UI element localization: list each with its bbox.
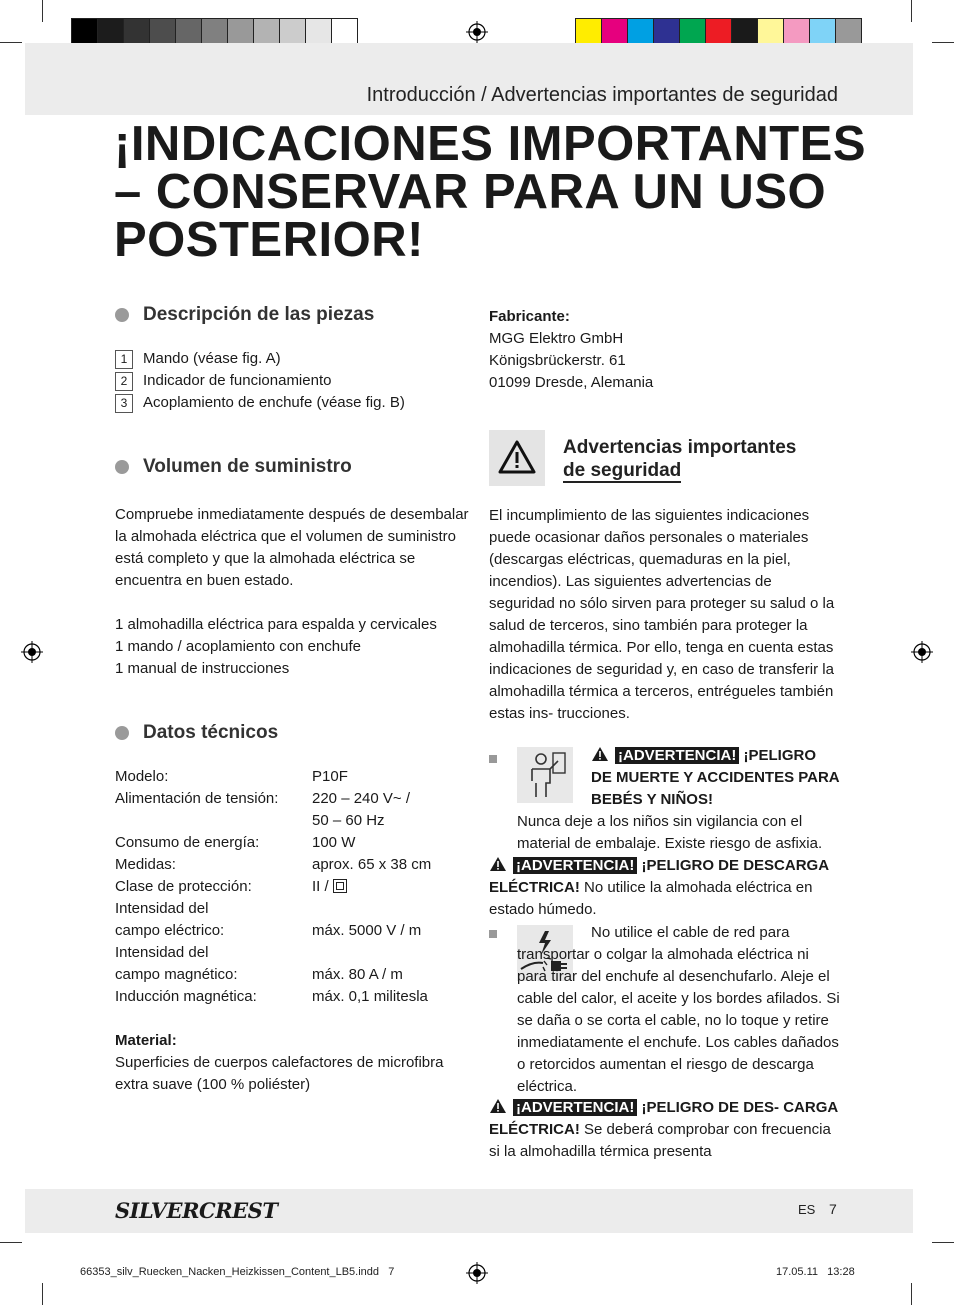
warning-2: ¡ADVERTENCIA! ¡PELIGRO DE DESCARGA ELÉCTRICA! No utilice la almohada eléctrica en estado húmedo. [489,857,829,918]
tech-table [115,766,470,1008]
address-line: 01099 Dresde, Alemania [489,374,654,391]
color-swatch [653,18,680,46]
section-heading: Descripción de las piezas [115,304,470,326]
bullet-dot-icon [115,460,129,474]
warning-1-text: Nunca deje a los niños sin vigilancia con el material de embalaje. Existe riesgo de asfixia. [517,813,823,852]
address-line: Königsbrückerstr. 61 [489,352,626,369]
color-swatch [227,18,254,46]
print-date: 17.05.11 13:28 [776,1266,855,1278]
color-swatch [279,18,306,46]
crop-mark [42,1283,43,1305]
table-row: Consumo de energía: 100 W [115,834,356,851]
table-row: campo magnético: máx. 80 A / m [115,966,403,983]
crop-mark [911,1283,912,1305]
warning-3-text: No utilice el cable de red para transportar o colgar la almohada eléctrica ni para tirar del enchufe al desenchufarlo. Aleje el cable del calor, el aceite y los bordes afilados. Si se daña o se corta el cable, no lo toque y retire inmediatamente el enchufe. Los cables dañados o retorcidos aumentan el riesgo de descarga eléctrica. [517,924,840,1095]
file-info: 66353_silv_Ruecken_Nacken_Heizkissen_Content_LB5.indd 7 [80,1266,395,1278]
warning-4: ¡ADVERTENCIA! ¡PELIGRO DE DES- CARGA ELÉCTRICA! Se deberá comprobar con frecuencia si la almohadilla térmica presenta [489,1099,838,1160]
color-swatch [253,18,280,46]
registration-mark-icon [466,21,488,43]
color-swatch [679,18,706,46]
cmyk-color-bar [576,18,862,46]
color-swatch [731,18,758,46]
crop-mark [932,42,954,43]
left-column [115,304,470,1096]
table-row: Intensidad del [115,944,209,961]
registration-mark-icon [466,1262,488,1284]
list-item: 1 manual de instrucciones [115,660,290,677]
crop-mark [911,0,912,22]
section-heading: Datos técnicos [115,722,470,744]
list-item: 2 Indicador de funcionamiento [115,370,470,392]
section-heading: Volumen de suministro [115,456,470,478]
material-heading: Material: [115,1032,177,1049]
paragraph: El incumplimiento de las siguientes indicaciones puede ocasionar daños personales o materiales (descargas eléctricas, quemaduras en la piel, incendios). Las siguientes advertencias de seguridad no sólo sirven para proteger su salud o la salud de terceros, sino también para proteger la almohadilla térmica. Por ello, tenga en cuenta estas indicaciones de seguridad y, en caso de transferir la almohadilla térmica a terceros, entrégueles también estas ins- trucciones. [489,507,835,722]
page-number: 7 [829,1201,837,1217]
color-swatch [627,18,654,46]
table-row: Inducción magnética: máx. 0,1 militesla [115,988,428,1005]
table-row: Medidas: aprox. 65 x 38 cm [115,856,432,873]
list-item: 1 almohadilla eléctrica para espalda y cervicales [115,616,437,633]
gray-color-bar [72,18,358,46]
double-insulation-icon [333,879,347,893]
crop-mark [0,42,22,43]
color-swatch [97,18,124,46]
table-row: Intensidad del [115,900,209,917]
bullet-dot-icon [115,726,129,740]
warning-triangle-icon [489,430,545,486]
warning-icon-box [489,430,545,486]
manufacturer-heading: Fabricante: [489,308,570,325]
table-row: 50 – 60 Hz [312,812,385,829]
color-swatch [809,18,836,46]
crop-mark [0,1242,22,1243]
child-hazard-icon [517,747,573,803]
paragraph: Compruebe inmediatamente después de desembalar la almohada eléctrica que el volumen de suministro está completo y que la almohada eléctrica se encuentra en buen estado. [115,506,469,589]
color-swatch [201,18,228,46]
small-warning-icon [489,856,507,872]
parts-list [115,348,470,414]
crop-mark [42,0,43,22]
color-swatch [149,18,176,46]
address-line: MGG Elektro GmbH [489,330,624,347]
small-warning-icon [489,1098,507,1114]
list-item: 3 Acoplamiento de enchufe (véase fig. B) [115,392,470,414]
color-swatch [331,18,358,46]
color-swatch [305,18,332,46]
paragraph: Superficies de cuerpos calefactores de microfibra extra suave (100 % poliéster) [115,1054,444,1093]
manufacturer-block [489,306,841,394]
color-swatch [705,18,732,46]
list-item: 1 mando / acoplamiento con enchufe [115,638,361,655]
table-row: Modelo: P10F [115,768,348,785]
warning-1-head: ¡ADVERTENCIA! ¡PELIGRO DE MUERTE Y ACCIDENTES PARA BEBÉS Y NIÑOS! [591,747,840,808]
registration-mark-icon [911,641,933,663]
small-warning-icon [591,746,609,762]
page-title: ¡INDICACIONES IMPORTANTES – CONSERVAR PARA UN USO POSTERIOR! [114,117,867,267]
page-header-title: Introducción / Advertencias importantes de seguridad [366,84,838,106]
color-swatch [123,18,150,46]
color-swatch [757,18,784,46]
color-swatch [71,18,98,46]
color-swatch [835,18,862,46]
table-row: campo eléctrico: máx. 5000 V / m [115,922,422,939]
language-code: ES [798,1202,816,1217]
registration-mark-icon [21,641,43,663]
color-swatch [601,18,628,46]
brand-logo: SILVERCREST [115,1198,278,1223]
bullet-dot-icon [115,308,129,322]
bullet-square-icon [489,755,497,763]
color-swatch [575,18,602,46]
color-swatch [783,18,810,46]
table-row: Clase de protección: II / [115,876,470,898]
supply-list [115,614,470,680]
safety-heading: Advertencias importantes de seguridad [563,437,797,481]
list-item: 1 Mando (véase fig. A) [115,348,470,370]
color-swatch [175,18,202,46]
table-row: Alimentación de tensión: 220 – 240 V~ / [115,790,410,807]
bullet-square-icon [489,930,497,938]
crop-mark [932,1242,954,1243]
